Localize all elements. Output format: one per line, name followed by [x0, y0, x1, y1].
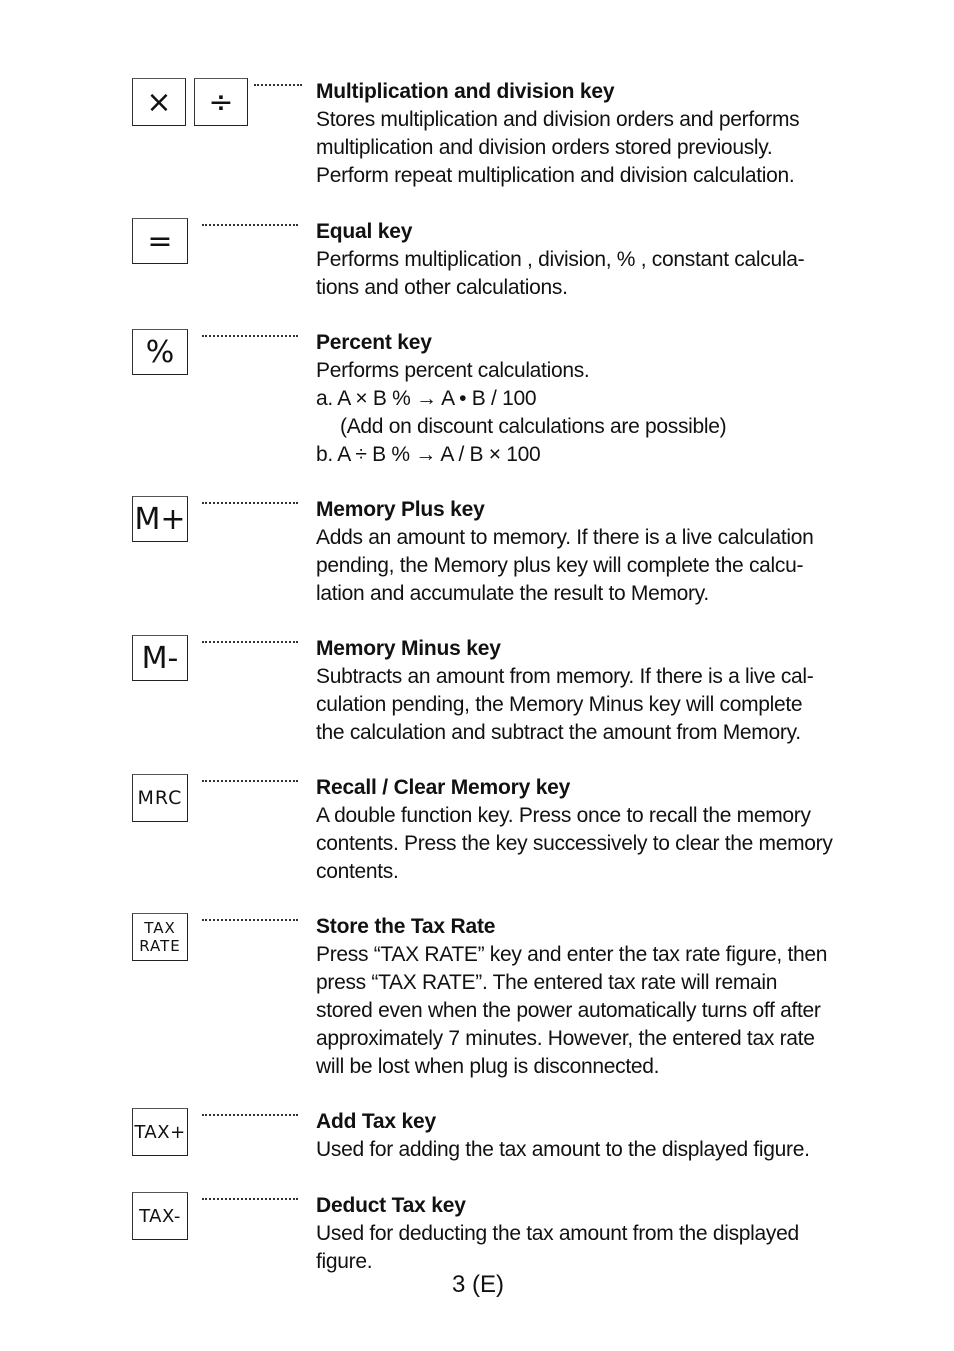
entry-title: Store the Tax Rate: [316, 915, 496, 938]
entry-line: tions and other calculations.: [316, 276, 568, 299]
entry-title: Multiplication and division key: [316, 80, 615, 103]
leader-dots: [202, 641, 298, 645]
entry-line: Performs percent calculations.: [316, 359, 590, 382]
entry-title: Equal key: [316, 220, 413, 243]
entry-text: [316, 329, 836, 469]
entry-line: stored even when the power automatically turns off after: [316, 999, 821, 1022]
entry-line: Performs multiplication , division, % , constant calcula-: [316, 248, 805, 271]
entry-line: Stores multiplication and division orders and performs: [316, 108, 800, 131]
entry-line: Used for adding the tax amount to the displayed figure.: [316, 1138, 810, 1161]
mrc-key-icon: MRC: [132, 774, 188, 822]
entry-line: press “TAX RATE”. The entered tax rate will remain: [316, 971, 778, 994]
percent-key-icon: %: [132, 329, 188, 375]
memory-plus-key-icon: M+: [132, 496, 188, 542]
entry-line: figure.: [316, 1250, 373, 1273]
entry-title: Deduct Tax key: [316, 1194, 466, 1217]
entry-line: Subtracts an amount from memory. If there is a live cal-: [316, 665, 814, 688]
entry-title: Percent key: [316, 331, 432, 354]
entry-text: [316, 496, 836, 608]
entry-line: contents.: [316, 860, 399, 883]
entry-line: Perform repeat multiplication and division calculation.: [316, 164, 795, 187]
entry-text: [316, 913, 836, 1081]
page-number: 3 (E): [452, 1271, 505, 1298]
multiply-key-icon: ×: [132, 78, 186, 126]
entry-text: [316, 1108, 836, 1164]
entry-line: lation and accumulate the result to Memory.: [316, 582, 709, 605]
tax-plus-key-icon: TAX+: [132, 1108, 188, 1156]
memory-minus-key-icon: M-: [132, 635, 188, 681]
leader-dots: [202, 335, 298, 339]
entry-title: Memory Minus key: [316, 637, 501, 660]
tax-rate-key-line-2: RATE: [139, 937, 181, 955]
entry-text: [316, 774, 836, 886]
entry-line: a. A × B % → A • B / 100: [316, 387, 537, 410]
entry-line: the calculation and subtract the amount from Memory.: [316, 721, 801, 744]
entry-line: multiplication and division orders stored previously.: [316, 136, 773, 159]
leader-dots: [202, 919, 298, 923]
leader-dots: [202, 1114, 298, 1118]
entry-title: Add Tax key: [316, 1110, 436, 1133]
entry-text: [316, 1192, 836, 1276]
leader-dots: [202, 502, 298, 506]
entry-title: Recall / Clear Memory key: [316, 776, 571, 799]
entry-line: (Add on discount calculations are possible): [340, 415, 727, 438]
entry-line: b. A ÷ B % → A / B × 100: [316, 443, 541, 466]
leader-dots: [254, 84, 302, 88]
entry-line: Press “TAX RATE” key and enter the tax rate figure, then: [316, 943, 828, 966]
entry-text: [316, 218, 836, 302]
entry-text: [316, 635, 836, 747]
divide-key-icon: ÷: [194, 78, 248, 126]
tax-rate-key-line-1: TAX: [144, 919, 176, 937]
entry-title: Memory Plus key: [316, 498, 485, 521]
entry-line: will be lost when plug is disconnected.: [316, 1055, 660, 1078]
entry-text: [316, 78, 836, 190]
entry-line: A double function key. Press once to recall the memory: [316, 804, 811, 827]
leader-dots: [202, 780, 298, 784]
entry-line: contents. Press the key successively to clear the memory: [316, 832, 833, 855]
tax-minus-key-icon: TAX-: [132, 1192, 188, 1240]
leader-dots: [202, 224, 298, 228]
equal-key-icon: =: [132, 218, 188, 264]
entry-line: culation pending, the Memory Minus key will complete: [316, 693, 803, 716]
tax-rate-key-icon: [132, 913, 188, 961]
entry-line: Used for deducting the tax amount from the displayed: [316, 1222, 799, 1245]
entry-line: Adds an amount to memory. If there is a live calculation: [316, 526, 814, 549]
entry-line: pending, the Memory plus key will complete the calcu-: [316, 554, 804, 577]
entry-line: approximately 7 minutes. However, the entered tax rate: [316, 1027, 815, 1050]
leader-dots: [202, 1198, 298, 1202]
